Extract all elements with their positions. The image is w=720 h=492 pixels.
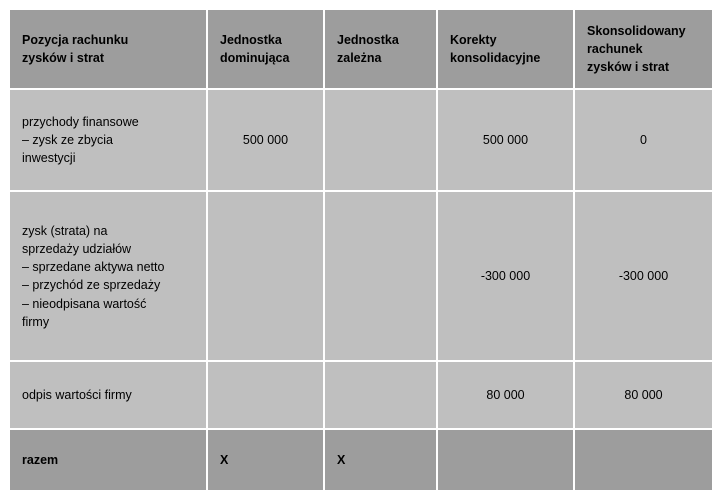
cell-subsidiary [324,89,437,191]
cell-dominant [207,191,324,361]
column-header-position [9,9,207,89]
total-label: razem [9,429,207,491]
table-row [9,191,713,361]
consolidation-table [8,8,714,492]
table-header [9,9,713,89]
header-line: Jednostka [220,33,282,48]
header-line: zysków i strat [587,60,669,75]
row-label-line: odpis wartości firmy [22,388,132,403]
table-body [9,89,713,491]
header-line: Skonsolidowany [587,24,686,38]
column-header-consolidated [574,9,713,89]
cell-adjustments: 80 000 [437,361,574,429]
column-header-dominant [207,9,324,89]
cell-adjustments: -300 000 [437,191,574,361]
header-line: zależna [337,51,382,66]
total-subsidiary: X [324,429,437,491]
header-line: Pozycja rachunku [22,33,129,48]
header-line: zysków i strat [22,51,104,66]
row-label-line: – przychód ze sprzedaży [22,278,161,293]
row-label-line: – zysk ze zbycia [22,133,114,148]
row-label-line: – nieodpisana wartość [22,296,147,311]
row-label-cell [9,89,207,191]
header-row [9,9,713,89]
cell-consolidated: 80 000 [574,361,713,429]
cell-subsidiary [324,191,437,361]
header-line: Jednostka [337,33,399,48]
cell-consolidated: -300 000 [574,191,713,361]
row-label-line: sprzedaży udziałów [22,242,132,257]
row-label-line: zysk (strata) na [22,224,108,238]
table-row [9,89,713,191]
row-label-line: przychody finansowe [22,115,139,130]
cell-consolidated: 0 [574,89,713,191]
total-consolidated [574,429,713,491]
header-line: Korekty [450,33,497,48]
row-label-cell [9,191,207,361]
column-header-subsidiary [324,9,437,89]
row-label-cell [9,361,207,429]
total-adjustments [437,429,574,491]
total-dominant: X [207,429,324,491]
row-label-line: inwestycji [22,151,76,166]
table-total-row [9,429,713,491]
row-label-line: firmy [22,314,50,329]
cell-dominant [207,361,324,429]
header-line: dominująca [220,51,290,66]
cell-dominant: 500 000 [207,89,324,191]
column-header-adjustments [437,9,574,89]
header-line: konsolidacyjne [450,51,541,66]
cell-subsidiary [324,361,437,429]
cell-adjustments: 500 000 [437,89,574,191]
header-line: rachunek [587,42,643,57]
row-label-line: – sprzedane aktywa netto [22,260,165,275]
table-row [9,361,713,429]
